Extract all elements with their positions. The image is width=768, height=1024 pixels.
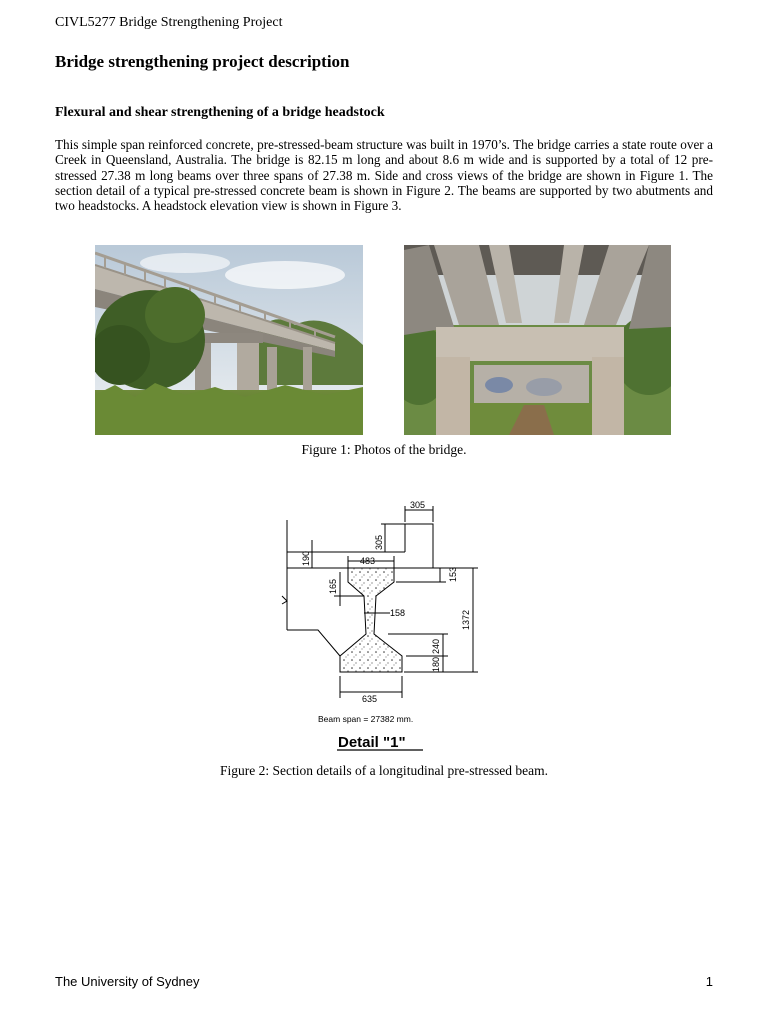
dim-483: 483 <box>360 556 376 566</box>
footer-institution: The University of Sydney <box>55 974 200 989</box>
detail-title: Detail "1" <box>338 734 406 751</box>
dim-165: 165 <box>328 578 338 594</box>
section-heading: Flexural and shear strengthening of a bridge headstock <box>55 105 385 120</box>
dim-158: 158 <box>390 608 406 618</box>
body-paragraph: This simple span reinforced concrete, pre-stressed-beam structure was built in 1970’s. The bridge carries a state route over a Creek in Queensland, Australia. The bridge is 82.15 m long and about 8.6 m wide and is supported by a total of 12 pre-stressed 27.38 m long beams over three spans of 27.38 m. Side and cross views of the bridge are shown in Figure 1. The section detail of a typical pre-stressed concrete beam is shown in Figure 2. The beams are supported by two abutments and two headstocks. A headstock elevation view is shown in Figure 3. <box>55 137 713 214</box>
bridge-side-photo <box>95 245 363 435</box>
footer-page-number: 1 <box>705 974 713 989</box>
dim-180: 180 <box>431 656 441 672</box>
document-title: Bridge strengthening project description <box>55 52 350 71</box>
dim-190: 190 <box>301 550 311 566</box>
figure2-caption: Figure 2: Section details of a longitudinal pre-stressed beam. <box>219 763 549 778</box>
dim-305-vertical: 305 <box>374 534 384 550</box>
dim-305-top: 305 <box>410 500 426 510</box>
figure1-caption: Figure 1: Photos of the bridge. <box>301 442 467 457</box>
dim-1372: 1372 <box>461 609 471 630</box>
dim-153: 153 <box>448 566 458 582</box>
bridge-underside-photo <box>404 245 671 435</box>
running-header: CIVL5277 Bridge Strengthening Project <box>55 15 283 30</box>
beam-span-note: Beam span = 27382 mm. <box>318 714 414 724</box>
dim-635: 635 <box>362 694 378 704</box>
beam-section-drawing <box>278 498 488 754</box>
dim-240: 240 <box>431 638 441 654</box>
